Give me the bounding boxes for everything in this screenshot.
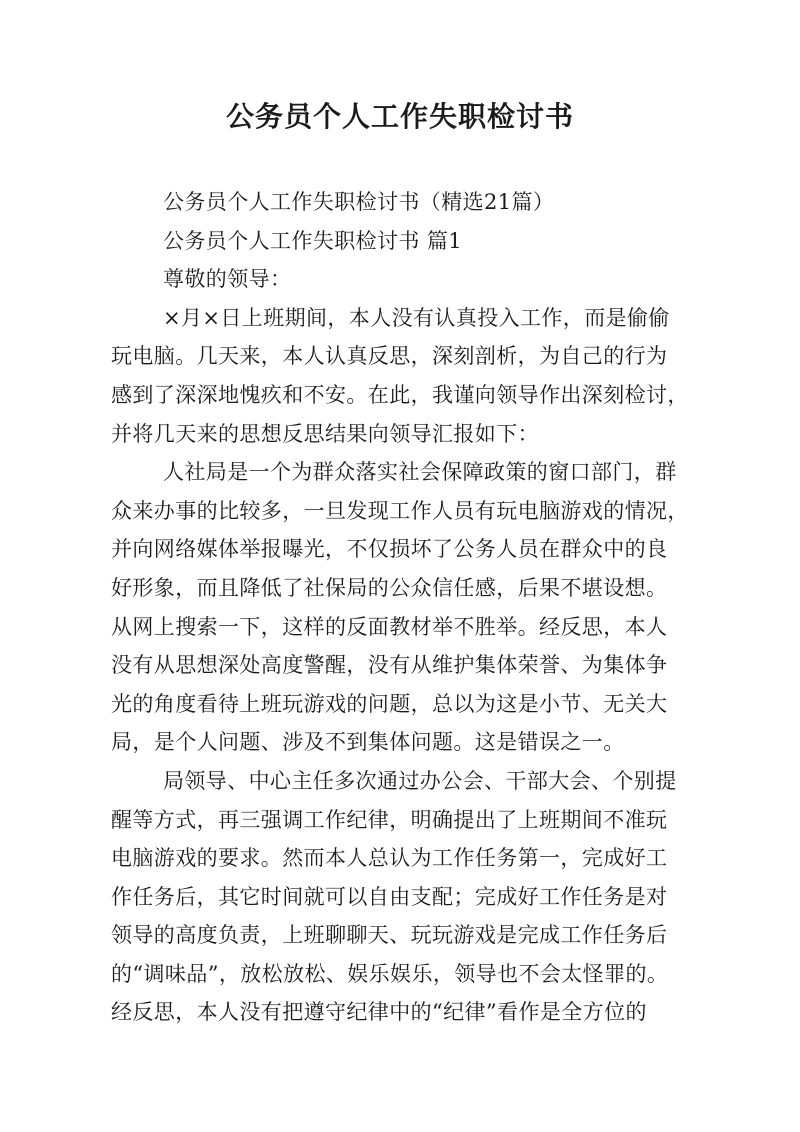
body-line: 尊敬的领导： — [163, 267, 292, 292]
body-line: 公务员个人工作失职检讨书（精选21篇） — [163, 190, 555, 214]
body-line: 局领导、中心主任多次通过办公会、干部大会、个别提 — [163, 768, 677, 793]
body-line: 好形象，而且降低了社保局的公众信任感，后果不堪设想。 — [111, 575, 668, 600]
body-line: 局，是个人问题、涉及不到集体问题。这是错误之一。 — [111, 730, 625, 755]
body-line: 没有从思想深处高度警醒，没有从维护集体荣誉、为集体争 — [111, 653, 668, 678]
body-line: 并向网络媒体举报曝光，不仅损坏了公务人员在群众中的良 — [111, 537, 668, 562]
body-line: 作任务后，其它时间就可以自由支配；完成好工作任务是对 — [111, 884, 668, 909]
body-line: 感到了深深地愧疚和不安。在此，我谨向领导作出深刻检讨， — [111, 382, 689, 407]
body-line: 经反思，本人没有把遵守纪律中的“纪律”看作是全方位的 — [111, 1000, 647, 1025]
body-line: 光的角度看待上班玩游戏的问题，总以为这是小节、无关大 — [111, 691, 668, 716]
body-line: 公务员个人工作失职检讨书 篇1 — [163, 228, 463, 253]
body-line: 玩电脑。几天来，本人认真反思，深刻剖析，为自己的行为 — [111, 344, 668, 369]
body-line: 从网上搜索一下，这样的反面教材举不胜举。经反思，本人 — [111, 614, 668, 639]
body-line: ×月×日上班期间，本人没有认真投入工作，而是偷偷 — [163, 305, 670, 330]
body-line: 的“调味品”，放松放松、娱乐娱乐，领导也不会太怪罪的。 — [111, 961, 669, 986]
document-title: 公务员个人工作失职检讨书 — [225, 100, 574, 133]
body-line: 领导的高度负责，上班聊聊天、玩玩游戏是完成工作任务后 — [111, 923, 668, 948]
body-line: 众来办事的比较多，一旦发现工作人员有玩电脑游戏的情况， — [111, 498, 689, 523]
body-line: 电脑游戏的要求。然而本人总认为工作任务第一，完成好工 — [111, 846, 668, 871]
document-body — [111, 183, 701, 1032]
body-line: 并将几天来的思想反思结果向领导汇报如下： — [111, 421, 539, 446]
body-line: 醒等方式，再三强调工作纪律，明确提出了上班期间不准玩 — [111, 807, 668, 832]
body-line: 人社局是一个为群众落实社会保障政策的窗口部门，群 — [163, 460, 677, 485]
